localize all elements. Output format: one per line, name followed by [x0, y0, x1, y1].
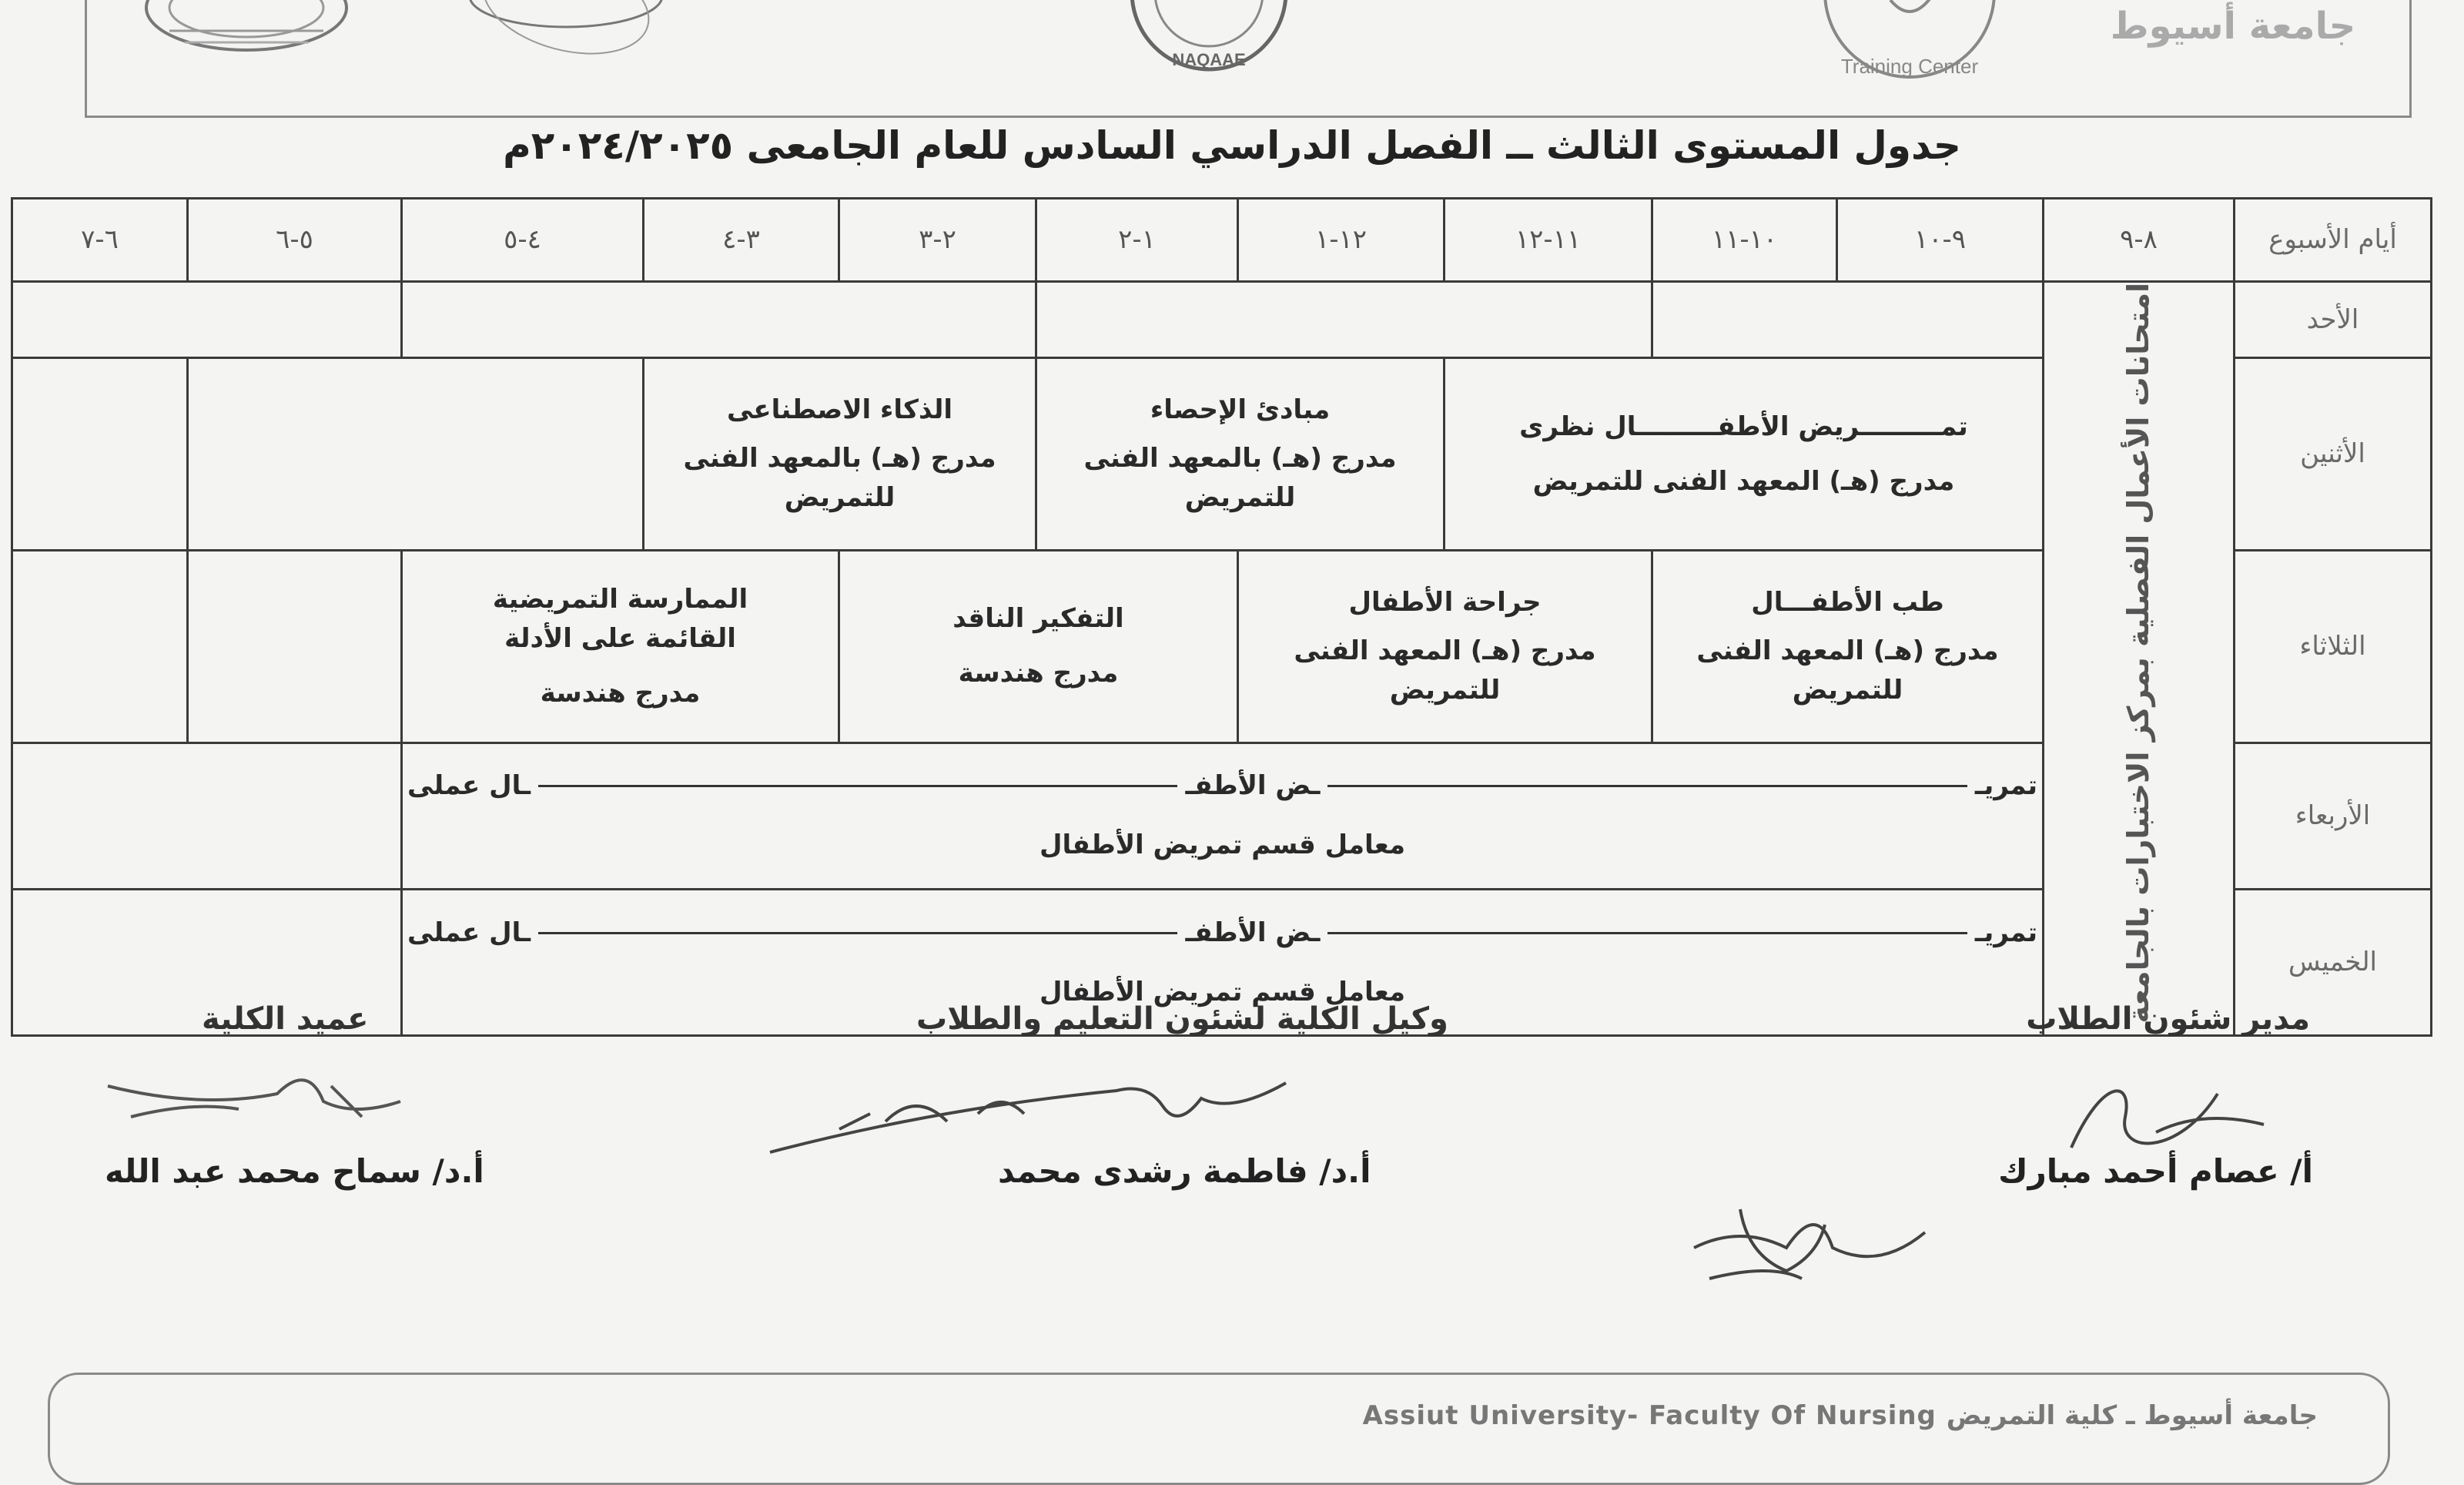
- course-room: مدرج (هـ) المعهد الفنى: [1696, 635, 1999, 666]
- lab-title-part: تمريـ: [1974, 917, 2037, 948]
- assiut-university-label: جامعة أسيوط: [2110, 5, 2356, 48]
- course-room: مدرج (هـ) بالمعهد الفنى: [683, 443, 996, 474]
- course-title: الممارسة التمريضية: [492, 583, 748, 615]
- lab-title-part: تمريـ: [1974, 770, 2037, 802]
- empty-slot: [1652, 282, 2044, 358]
- class-statistics: [1036, 358, 1445, 551]
- class-pediatric-nursing-lab: [402, 742, 2044, 889]
- exams-note-cell: [2044, 282, 2235, 1036]
- accreditation-seal-icon: [139, 0, 354, 62]
- dean-signature-icon: [100, 1063, 408, 1140]
- empty-slot: [12, 551, 188, 743]
- course-room: للتمريض: [1792, 674, 1903, 706]
- time-slot: ٣-٤: [644, 199, 839, 282]
- time-slot: ٦-٧: [12, 199, 188, 282]
- day-wednesday: الأربعاء: [2235, 742, 2432, 889]
- lab-title-line: [1327, 932, 1967, 934]
- class-pediatric-nursing-theory: [1445, 358, 2044, 551]
- course-room: مدرج هندسة: [958, 658, 1119, 689]
- course-room: مدرج (هـ) المعهد الفنى للتمريض: [1532, 465, 1955, 497]
- time-slot: ٥-٦: [188, 199, 402, 282]
- vice-dean-role: وكيل الكلية لشئون التعليم والطلاب: [916, 1001, 1448, 1037]
- lab-title-part: ـال عملى: [407, 917, 531, 948]
- class-pediatric-surgery: [1238, 551, 1652, 743]
- empty-slot: [188, 551, 402, 743]
- course-title: تمـــــــــريض الأطفـــــــــال نظرى: [1519, 411, 1968, 442]
- lab-title-line: [1327, 785, 1967, 787]
- schedule-title: جدول المستوى الثالث ــ الفصل الدراسي السادس للعام الجامعى ٢٠٢٤/٢٠٢٥م: [503, 123, 1961, 168]
- lab-title-part: ـض الأطفـ: [1185, 917, 1321, 948]
- naqaae-seal-icon: [1070, 0, 1348, 77]
- footer-text: Assiut University- Faculty Of Nursing جامعة أسيوط ـ كلية التمريض: [1362, 1400, 2318, 1431]
- empty-slot: [12, 742, 402, 889]
- course-title: مبادئ الإحصاء: [1150, 394, 1331, 426]
- lab-title-line: [538, 932, 1177, 934]
- lab-title: [407, 913, 2037, 953]
- time-slot: ٢-٣: [839, 199, 1036, 282]
- empty-slot: [12, 282, 402, 358]
- lab-title-part: ـال عملى: [407, 770, 531, 802]
- course-room: مدرج (هـ) بالمعهد الفنى: [1083, 443, 1397, 474]
- header-row: [12, 199, 2432, 282]
- training-center-logo-icon: [1810, 0, 2010, 85]
- training-center-label: Training Center: [1840, 55, 1979, 78]
- course-room: معامل قسم تمريض الأطفال: [1039, 976, 1406, 1007]
- time-slot: ١١-١٢: [1445, 199, 1652, 282]
- course-title: جراحة الأطفال: [1348, 586, 1542, 618]
- student-affairs-role: مدير شئون الطلاب: [2026, 1001, 2310, 1037]
- class-artificial-intelligence: [644, 358, 1036, 551]
- course-title: القائمة على الأدلة: [504, 622, 736, 654]
- extra-signature-icon: [1679, 1163, 2033, 1294]
- row-sunday: [12, 282, 2432, 358]
- dean-name: أ.د/ سماح محمد عبد الله: [105, 1152, 484, 1190]
- empty-slot: [188, 358, 644, 551]
- ahpgs-logo-icon: [462, 0, 670, 54]
- corner-label: أيام الأسبوع: [2235, 199, 2432, 282]
- day-thursday: الخميس: [2235, 890, 2432, 1036]
- lab-title: [407, 766, 2037, 806]
- course-room: مدرج هندسة: [540, 677, 701, 709]
- time-slot: ١-٢: [1036, 199, 1238, 282]
- day-tuesday: الثلاثاء: [2235, 551, 2432, 743]
- course-title: طب الأطفـــال: [1751, 586, 1944, 618]
- empty-slot: [12, 358, 188, 551]
- vice-dean-name: أ.د/ فاطمة رشدى محمد: [998, 1152, 1371, 1190]
- empty-slot: [1036, 282, 1652, 358]
- course-title: التفكير الناقد: [952, 603, 1124, 635]
- naqaae-label: NAQAAE: [1172, 50, 1246, 69]
- course-room: للتمريض: [784, 482, 896, 514]
- schedule-table: [11, 197, 2432, 1037]
- day-sunday: الأحد: [2235, 282, 2432, 358]
- time-slot: ١٠-١١: [1652, 199, 1837, 282]
- empty-slot: [402, 282, 1036, 358]
- lab-title-part: ـض الأطفـ: [1185, 770, 1321, 802]
- course-room: للتمريض: [1184, 482, 1296, 514]
- course-room: مدرج (هـ) المعهد الفنى: [1294, 635, 1596, 666]
- class-evidence-based-practice: [402, 551, 839, 743]
- time-slot: ١٢-١: [1238, 199, 1445, 282]
- student-affairs-name: أ/ عصام أحمد مبارك: [1998, 1152, 2313, 1190]
- time-slot: ٩-١٠: [1837, 199, 2044, 282]
- lab-title-line: [538, 785, 1177, 787]
- exams-note: امتحانات الأعمال الفصلية بمركز الاختبارات بالجامعة: [2121, 283, 2156, 1024]
- class-critical-thinking: [839, 551, 1238, 743]
- dean-role: عميد الكلية: [202, 1001, 369, 1037]
- student-affairs-signature-icon: [2040, 1063, 2287, 1163]
- course-title: الذكاء الاصطناعى: [726, 394, 953, 426]
- day-monday: الأثنين: [2235, 358, 2432, 551]
- time-slot: ٤-٥: [402, 199, 644, 282]
- course-room: معامل قسم تمريض الأطفال: [1039, 830, 1406, 861]
- time-slot: ٨-٩: [2044, 199, 2235, 282]
- class-pediatrics: [1652, 551, 2044, 743]
- assiut-university-logo-icon: [2110, 0, 2356, 69]
- course-room: للتمريض: [1389, 674, 1501, 706]
